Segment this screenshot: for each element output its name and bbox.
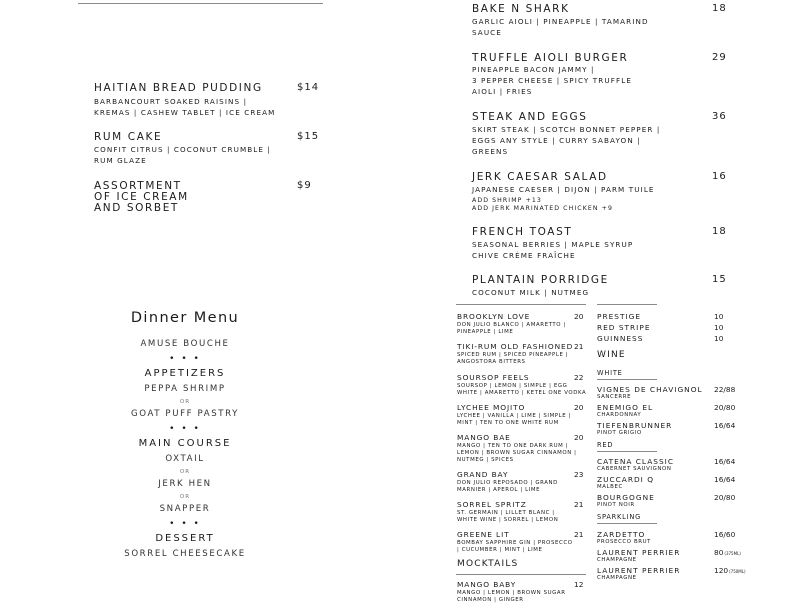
wine-price: 16/64: [714, 421, 736, 430]
cocktail-desc: WHITE | AMARETTO | KETEL ONE VODKA: [457, 390, 587, 396]
cocktail-name: MANGO BAE: [457, 433, 511, 442]
item-desc: GARLIC AIOLI | PINEAPPLE | TAMARIND: [472, 17, 649, 26]
dessert-price: $9: [297, 180, 312, 191]
wine-desc: CABERNET SAUVIGNON: [597, 466, 672, 472]
dessert-name: OF ICE CREAM: [94, 191, 189, 203]
cocktail-price: 20: [574, 403, 584, 412]
mocktail-desc: MANGO | LEMON | BROWN SUGAR: [457, 590, 566, 596]
cocktail-desc: | CUCUMBER | MINT | LIME: [457, 547, 543, 553]
appetizers-heading: APPETIZERS: [144, 368, 226, 379]
cocktail-name: GREENE LIT: [457, 530, 510, 539]
item-desc: JAPANESE CAESER | DIJON | PARM TUILE: [472, 185, 655, 194]
cocktail-desc: NUTMEG | SPICES: [457, 457, 514, 463]
wine-name: ZARDETTO: [597, 530, 646, 539]
amuse-bouche: AMUSE BOUCHE: [140, 339, 230, 349]
separator-dots: • • •: [169, 519, 201, 529]
wine-price: [714, 548, 741, 557]
wine-name: TIEFENBRUNNER: [597, 421, 673, 430]
item-price: 29: [712, 52, 727, 63]
wine-size: (750ML): [729, 569, 746, 574]
item-price: 15: [712, 274, 727, 285]
cocktail-desc: ST. GERMAIN | LILLET BLANC |: [457, 510, 555, 516]
dessert-desc: RUM GLAZE: [94, 156, 147, 165]
beer-price: 10: [714, 323, 724, 332]
item-price: 36: [712, 111, 727, 122]
wine-price: 20/80: [714, 493, 736, 502]
dessert-name: HAITIAN BREAD PUDDING: [94, 82, 263, 94]
cocktail-price: 21: [574, 530, 584, 539]
cocktail-desc: LEMON | BROWN SUGAR CINNAMON |: [457, 450, 577, 456]
item-addon: ADD JERK MARINATED CHICKEN +9: [472, 205, 613, 212]
wine-price: 16/64: [714, 475, 736, 484]
item-desc: SAUCE: [472, 28, 502, 37]
white-wine-label: WHITE: [597, 369, 623, 377]
red-wine-label: RED: [597, 441, 614, 449]
cocktail-name: GRAND BAY: [457, 470, 509, 479]
item-desc: 3 PEPPER CHEESE | SPICY TRUFFLE: [472, 76, 632, 85]
wine-desc: MALBEC: [597, 484, 623, 490]
item-price: 18: [712, 226, 727, 237]
wine-desc: PINOT GRIGIO: [597, 430, 642, 436]
separator-dots: • • •: [169, 354, 201, 364]
cocktail-price: 21: [574, 342, 584, 351]
cocktail-desc: WHITE WINE | SORREL | LEMON: [457, 517, 559, 523]
dessert-price: $15: [297, 131, 320, 142]
cocktail-desc: DON JULIO REPOSADO | GRAND: [457, 480, 558, 486]
cocktail-desc: MARNIER | APEROL | LIME: [457, 487, 541, 493]
cocktail-name: TIKI-RUM OLD FASHIONED: [457, 342, 574, 351]
cocktail-price: 21: [574, 500, 584, 509]
wine-heading: WINE: [597, 350, 626, 360]
cocktail-desc: LYCHEE | VANILLA | LIME | SIMPLE |: [457, 413, 572, 419]
dessert-desc: BARBANCOURT SOAKED RAISINS |: [94, 97, 248, 106]
dessert-heading: DESSERT: [155, 533, 215, 544]
cocktail-name: SORREL SPRITZ: [457, 500, 527, 509]
wine-name: LAURENT PERRIER: [597, 548, 681, 557]
item-desc: EGGS ANY STYLE | CURRY SABAYON |: [472, 136, 641, 145]
item-name: BAKE N SHARK: [472, 3, 570, 15]
appetizer-option: PEPPA SHRIMP: [144, 384, 226, 394]
cocktail-desc: ANGOSTORA BITTERS: [457, 359, 526, 365]
sparkling-wine-divider: [597, 523, 657, 524]
appetizer-option: GOAT PUFF PASTRY: [130, 409, 240, 419]
dinner-menu: [100, 310, 270, 561]
wine-desc: CHAMPAGNE: [597, 557, 637, 563]
item-name: PLANTAIN PORRIDGE: [472, 274, 609, 286]
wine-name: CATENA CLASSIC: [597, 457, 674, 466]
dessert-name: AND SORBET: [94, 202, 179, 214]
item-name: TRUFFLE AIOLI BURGER: [472, 52, 629, 64]
separator-dots: • • •: [169, 424, 201, 434]
item-desc: SKIRT STEAK | SCOTCH BONNET PEPPER |: [472, 125, 661, 134]
red-wine-divider: [597, 451, 657, 452]
wine-desc: CHARDONNAY: [597, 412, 642, 418]
cocktail-price: 20: [574, 312, 584, 321]
dessert-price: $14: [297, 82, 320, 93]
beer-name: RED STRIPE: [597, 323, 651, 332]
main-course-heading: MAIN COURSE: [138, 438, 232, 449]
cocktail-desc: MINT | TEN TO ONE WHITE RUM: [457, 420, 559, 426]
mocktail-desc: CINNAMON | GINGER: [457, 597, 524, 603]
or-label: OR: [179, 494, 191, 500]
top-divider: [78, 3, 323, 4]
mocktails-heading: MOCKTAILS: [457, 559, 519, 569]
mocktail-price: 12: [574, 580, 584, 589]
cocktail-price: 20: [574, 433, 584, 442]
cocktail-desc: DON JULIO BLANCO | AMARETTO |: [457, 322, 566, 328]
main-option: JERK HEN: [158, 479, 212, 489]
item-desc: COCONUT MILK | NUTMEG: [472, 288, 590, 297]
item-desc: AIOLI | FRIES: [472, 87, 533, 96]
wine-name: VIGNES DE CHAVIGNOL: [597, 385, 703, 394]
mocktails-divider: [456, 574, 586, 575]
item-desc: CHIVE CRÈME FRAÎCHE: [472, 251, 576, 260]
sparkling-wine-label: SPARKLING: [597, 513, 642, 521]
wine-desc: CHAMPAGNE: [597, 575, 637, 581]
wine-price-value: 120: [714, 566, 729, 575]
wine-price: [714, 530, 735, 539]
item-price: 16: [712, 171, 727, 182]
wine-price-value: 16/60: [714, 530, 736, 539]
or-label: OR: [179, 469, 191, 475]
dinner-menu-title: Dinner Menu: [130, 310, 240, 326]
beer-name: GUINNESS: [597, 334, 644, 343]
item-desc: SEASONAL BERRIES | MAPLE SYRUP: [472, 240, 634, 249]
dessert-desc: KREMAS | CASHEW TABLET | ICE CREAM: [94, 108, 276, 117]
white-wine-divider: [597, 379, 657, 380]
wine-name: ZUCCARDI Q: [597, 475, 655, 484]
item-name: FRENCH TOAST: [472, 226, 573, 238]
main-option: SNAPPER: [159, 504, 211, 514]
item-name: JERK CAESAR SALAD: [472, 171, 608, 183]
beer-price: 10: [714, 334, 724, 343]
main-option: OXTAIL: [165, 454, 205, 464]
cocktail-desc: SPICED RUM | SPICED PINEAPPLE |: [457, 352, 569, 358]
cocktail-name: BROOKLYN LOVE: [457, 312, 531, 321]
cocktail-price: 22: [574, 373, 584, 382]
wine-price: 16/64: [714, 457, 736, 466]
item-desc: GREENS: [472, 147, 509, 156]
cocktail-desc: BOMBAY SAPPHIRE GIN | PROSECCO: [457, 540, 573, 546]
dessert-option: SORREL CHEESECAKE: [124, 549, 246, 559]
beer-price: 10: [714, 312, 724, 321]
wine-name: ENEMIGO EL: [597, 403, 654, 412]
cocktail-price: 23: [574, 470, 584, 479]
cocktail-name: LYCHEE MOJITO: [457, 403, 526, 412]
cocktail-desc: MANGO | TEN TO ONE DARK RUM |: [457, 443, 569, 449]
wine-price: [714, 566, 746, 575]
item-desc: PINEAPPLE BACON JAMMY |: [472, 65, 595, 74]
or-label: OR: [179, 399, 191, 405]
cocktail-desc: PINEAPPLE | LIME: [457, 329, 514, 335]
wine-desc: SANCERRE: [597, 394, 632, 400]
wine-desc: PINOT NOIR: [597, 502, 635, 508]
wine-price: 22/88: [714, 385, 736, 394]
mocktail-name: MANGO BABY: [457, 580, 517, 589]
wine-name: BOURGOGNE: [597, 493, 655, 502]
wine-size: (375ML): [724, 551, 741, 556]
dessert-name: RUM CAKE: [94, 131, 163, 143]
cocktails-divider: [456, 304, 586, 305]
item-price: 18: [712, 3, 727, 14]
item-addon: ADD SHRIMP +13: [472, 197, 542, 204]
dessert-desc: CONFIT CITRUS | COCONUT CRUMBLE |: [94, 145, 271, 154]
wine-name: LAURENT PERRIER: [597, 566, 681, 575]
cocktail-desc: SOURSOP | LEMON | SIMPLE | EGG: [457, 383, 568, 389]
beer-name: PRESTIGE: [597, 312, 642, 321]
beer-divider: [597, 304, 657, 305]
cocktail-name: SOURSOP FEELS: [457, 373, 530, 382]
wine-price: 20/80: [714, 403, 736, 412]
wine-desc: PROSECCO BRUT: [597, 539, 652, 545]
wine-price-value: 80: [714, 548, 724, 557]
item-name: STEAK AND EGGS: [472, 111, 588, 123]
dessert-name: ASSORTMENT: [94, 180, 182, 192]
